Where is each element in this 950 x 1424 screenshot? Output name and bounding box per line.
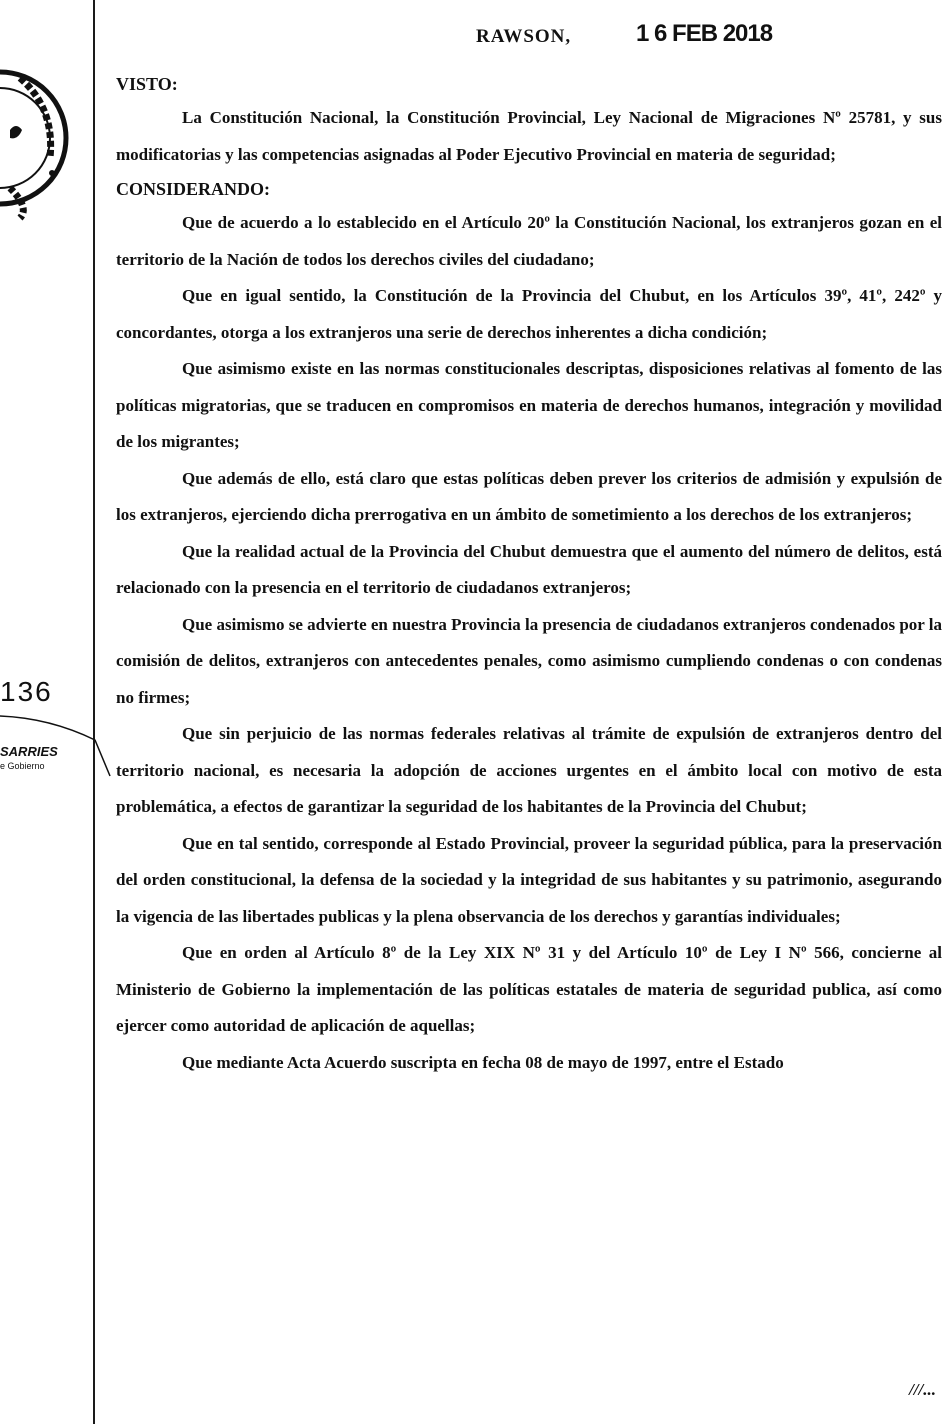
header-line: [116, 20, 942, 50]
official-seal: [0, 18, 70, 258]
header-date: 1 6 FEB 2018: [636, 20, 773, 47]
signature-name: SARRIES: [0, 744, 58, 759]
decree-number: 136: [0, 676, 53, 707]
considerando-paragraph: Que de acuerdo a lo establecido en el Artículo 20º la Constitución Nacional, los extranjeros gozan en el territorio de la Nación de todos los derechos civiles del ciudadano;: [116, 213, 942, 269]
visto-heading: VISTO:: [116, 74, 178, 94]
considerando-paragraph: Que en tal sentido, corresponde al Estado Provincial, proveer la seguridad pública, para la preservación del orden constitucional, la defensa de la sociedad y la integridad de sus habitantes y su patrimonio, asegurando la vigencia de las libertades publicas y la plena observancia de los derechos y garantías individuales;: [116, 833, 942, 926]
considerando-paragraph: Que sin perjuicio de las normas federales relativas al trámite de expulsión de extranjeros dentro del territorio nacional, es necesaria la adopción de acciones urgentes en el ámbito local con motivo de esta problemática, a efectos de garantizar la seguridad de los habitantes de la Provincia del Chubut;: [116, 724, 942, 816]
considerando-paragraph: Que mediante Acta Acuerdo suscripta en fecha 08 de mayo de 1997, entre el Estado: [182, 1052, 784, 1072]
considerando-paragraph: Que en igual sentido, la Constitución de la Provincia del Chubut, en los Artículos 39º, 41º, 242º y concordantes, otorga a los extranjeros una serie de derechos inherentes a dicha condición;: [116, 286, 942, 342]
continuation-mark: ///...: [909, 1380, 936, 1399]
header-place: RAWSON,: [476, 26, 572, 47]
visto-text: La Constitución Nacional, la Constitución Provincial, Ley Nacional de Migraciones Nº 25781, y sus modificatorias y las competencias asignadas al Poder Ejecutivo Provincial en materia de seguridad;: [116, 108, 942, 164]
considerando-heading: CONSIDERANDO:: [116, 179, 271, 199]
considerando-paragraph: Que en orden al Artículo 8º de la Ley XIX Nº 31 y del Artículo 10º de Ley I Nº 566, concierne al Ministerio de Gobierno la implementación de las políticas estatales de materia de seguridad publica, así como ejercer como autoridad de aplicación de aquellas;: [116, 943, 942, 1035]
considerando-paragraph: Que la realidad actual de la Provincia del Chubut demuestra que el aumento del número de delitos, está relacionado con la presencia en el territorio de ciudadanos extranjeros;: [116, 541, 942, 597]
signature-role: e Gobierno: [0, 761, 45, 771]
document-body: [116, 20, 942, 1081]
considerando-paragraph: Que asimismo existe en las normas constitucionales descriptas, disposiciones relativas al fomento de las políticas migratorias, que se traducen en compromisos en materia de derechos humanos, integración y movilidad de los migrantes;: [116, 359, 942, 451]
considerando-paragraph: Que asimismo se advierte en nuestra Provincia la presencia de ciudadanos extranjeros condenados por la comisión de delitos, extranjeros con antecedentes penales, como asimismo cumpliendo condenas o con condenas no firmes;: [116, 614, 942, 707]
considerando-paragraph: Que además de ello, está claro que estas políticas deben prever los criterios de admisión y expulsión de los extranjeros, ejerciendo dicha prerrogativa en un ámbito de sometimiento a los derechos de los extranjeros;: [116, 468, 942, 524]
